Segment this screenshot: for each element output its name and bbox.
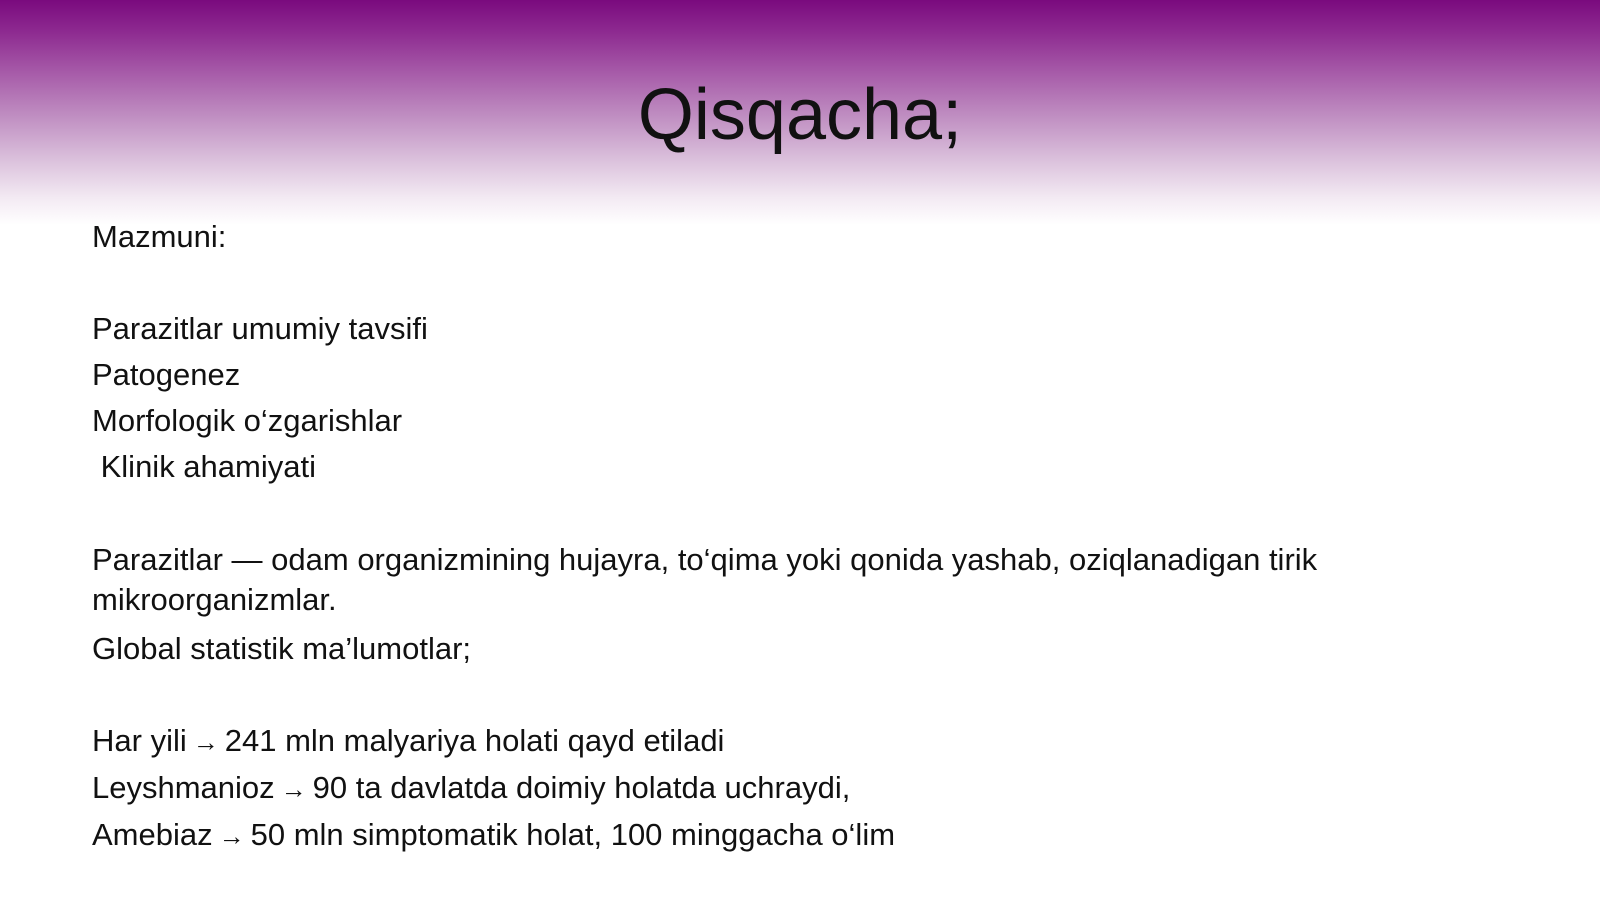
contents-label: Mazmuni: [92,219,227,254]
stats-label: Global statistik ma’lumotlar; [92,631,472,666]
arrow-right-icon: → [192,727,219,757]
stat-row [92,718,1532,765]
spacer [92,672,1532,718]
contents-item: Patogenez [92,357,241,392]
stat-label: Har yili [92,723,187,758]
stat-text: 241 mln malyariya holati qayd etiladi [224,723,725,758]
stat-row [92,812,1532,859]
stat-label: Amebiaz [92,817,213,852]
stat-label: Leyshmanioz [92,770,275,805]
slide-body [92,214,1532,859]
stat-text: 90 ta davlatda doimiy holatda uchraydi, [312,770,851,805]
contents-item: Klinik ahamiyati [92,449,316,484]
slide-title: Qisqacha; [637,75,963,155]
contents-item: Parazitlar umumiy tavsifi [92,311,428,346]
spacer [92,490,1532,536]
definition-text: Parazitlar — odam organizmining hujayra, to‘qima yoki qonida yashab, oziqlanadigan tirik mikroorganizmlar. [92,542,1318,617]
arrow-right-icon: → [280,774,307,804]
arrow-right-icon: → [218,821,245,851]
contents-item: Morfologik o‘zgarishlar [92,403,403,438]
spacer [92,260,1532,306]
stat-text: 50 mln simptomatik holat, 100 minggacha o‘lim [250,817,896,852]
stat-row [92,765,1532,812]
